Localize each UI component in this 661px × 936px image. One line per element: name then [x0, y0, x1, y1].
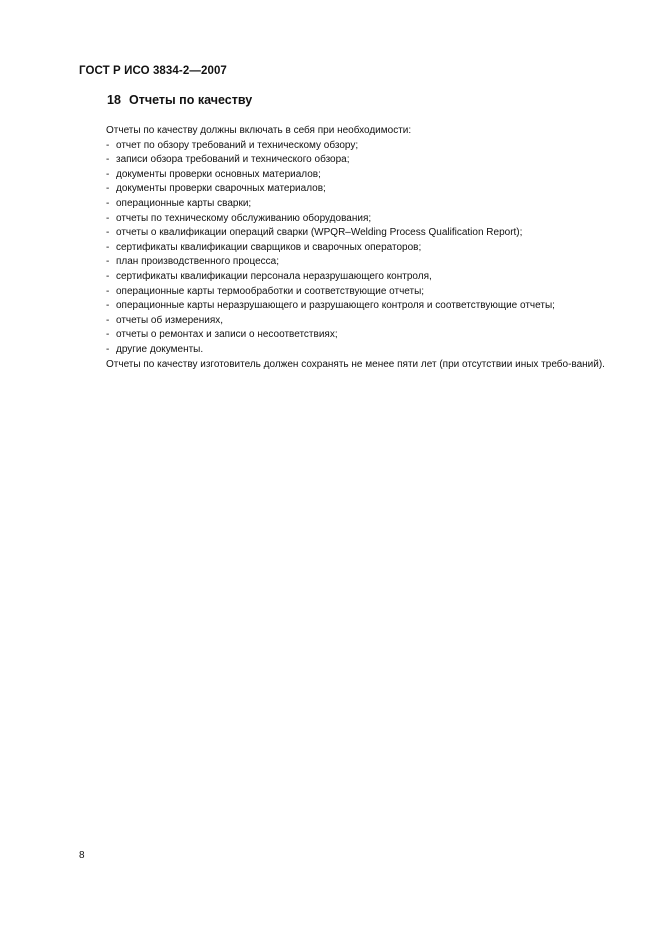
- closing-paragraph: Отчеты по качеству изготовитель должен сохранять не менее пяти лет (при отсутствии иных требо-ваний).: [106, 358, 605, 370]
- list-item: - операционные карты сварки;: [79, 197, 607, 212]
- list-item: - план производственного процесса;: [79, 255, 607, 270]
- dash-bullet: -: [106, 154, 110, 166]
- list-item: - другие документы.: [79, 343, 607, 358]
- dash-bullet: -: [106, 314, 110, 326]
- dash-bullet: -: [106, 227, 110, 239]
- list-item: - отчеты по техническому обслуживанию оборудования;: [79, 212, 607, 227]
- list-item: - сертификаты квалификации персонала неразрушающего контроля,: [79, 270, 607, 285]
- dash-bullet: -: [106, 343, 110, 355]
- dash-bullet: -: [106, 168, 110, 180]
- dash-bullet: -: [106, 197, 110, 209]
- dash-bullet: -: [106, 285, 110, 297]
- dash-bullet: -: [106, 300, 110, 312]
- list-item: - документы проверки сварочных материалов;: [79, 182, 607, 197]
- dash-bullet: -: [106, 212, 110, 224]
- list-item: - записи обзора требований и технического обзора;: [79, 153, 607, 168]
- dash-bullet: -: [106, 183, 110, 195]
- section-heading: [107, 93, 252, 107]
- section-number: 18: [107, 93, 121, 107]
- list-item: - отчеты о ремонтах и записи о несоответствиях;: [79, 328, 607, 343]
- dash-bullet: -: [106, 139, 110, 151]
- dash-bullet: -: [106, 270, 110, 282]
- list-item: - сертификаты квалификации сварщиков и сварочных операторов;: [79, 241, 607, 256]
- section-body: [79, 124, 607, 372]
- report-list: [79, 139, 607, 358]
- dash-bullet: -: [106, 329, 110, 341]
- list-item: - документы проверки основных материалов;: [79, 168, 607, 183]
- list-item: - операционные карты термообработки и соответствующие отчеты;: [79, 285, 607, 300]
- section-title-text: Отчеты по качеству: [129, 93, 253, 107]
- list-item: - операционные карты неразрушающего и разрушающего контроля и соответствующие отчеты;: [79, 299, 607, 314]
- list-item: - отчеты об измерениях,: [79, 314, 607, 329]
- standard-header: ГОСТ Р ИСО 3834-2—2007: [79, 65, 227, 77]
- dash-bullet: -: [106, 256, 110, 268]
- intro-paragraph: Отчеты по качеству должны включать в себя при необходимости:: [106, 125, 412, 136]
- list-item: - отчеты о квалификации операций сварки (WPQR–Welding Process Qualification Report);: [79, 226, 607, 241]
- page-number: 8: [79, 850, 85, 861]
- dash-bullet: -: [106, 241, 110, 253]
- list-item: - отчет по обзору требований и техническому обзору;: [79, 139, 607, 154]
